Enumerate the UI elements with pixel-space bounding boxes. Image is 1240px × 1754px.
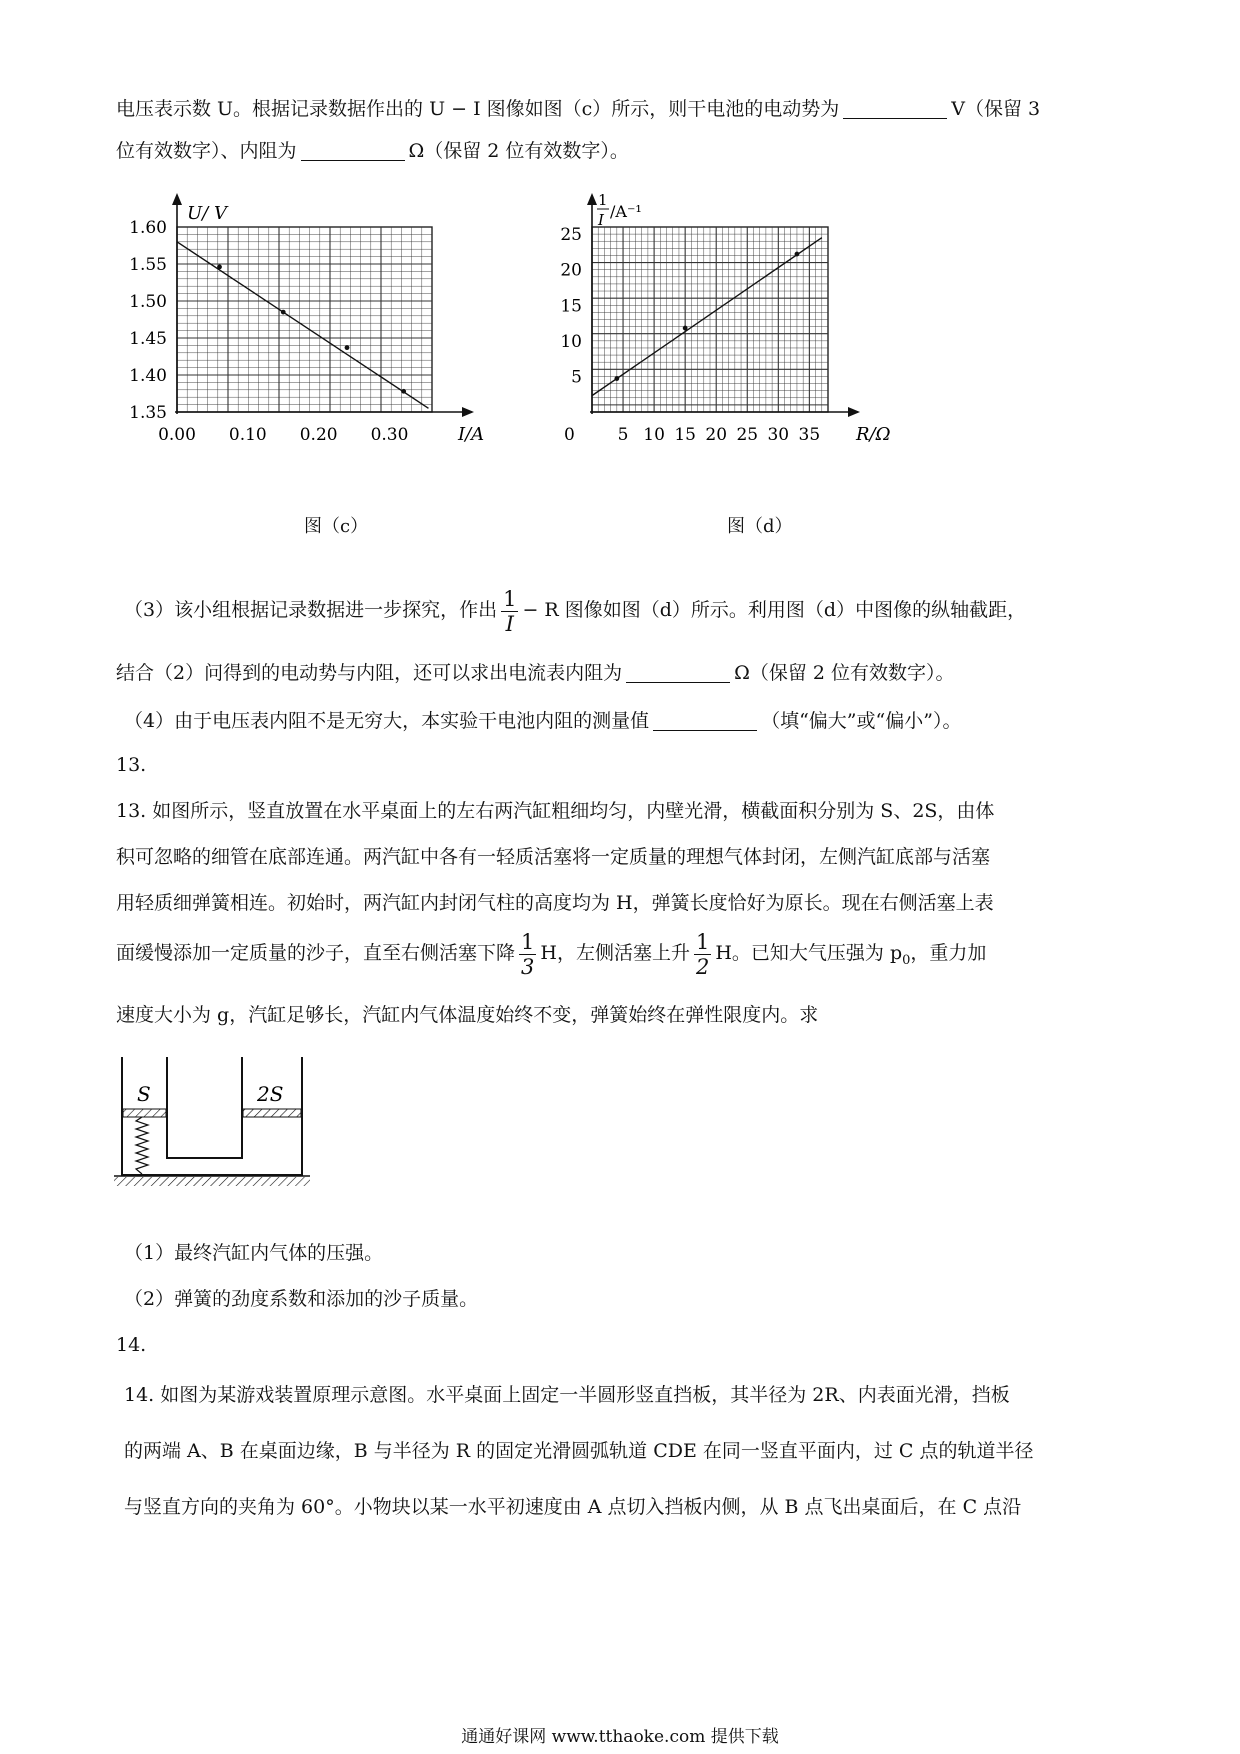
answer-blank-emf[interactable] — [843, 98, 947, 119]
fit-line — [177, 242, 428, 408]
q4-line: （4）由于电压表内阻不是无穷大，本实验干电池内阻的测量值 （填“偏大”或“偏小”）。 — [124, 710, 962, 732]
y-tick-label: 1.45 — [129, 329, 167, 349]
q13-number: 13. — [116, 754, 147, 776]
chart-d — [540, 185, 940, 485]
q14-line-1: 14. 如图为某游戏装置原理示意图。水平桌面上固定一半圆形竖直挡板，其半径为 2R、内表面光滑，挡板 — [124, 1384, 1010, 1406]
y-axis-label-numerator: 1 — [598, 191, 608, 209]
x-tick-label: 25 — [736, 425, 759, 445]
x-axis-arrow — [848, 407, 860, 417]
page-footer: 通通好课网 www.tthaoke.com 提供下载 — [461, 1727, 779, 1747]
y-tick-label: 10 — [560, 331, 582, 352]
y-tick-label: 25 — [560, 225, 582, 246]
x-tick-label: 0.00 — [158, 425, 196, 445]
data-point — [614, 376, 619, 381]
x-tick-label: 0.20 — [299, 425, 338, 445]
x-tick-label: 35 — [798, 425, 821, 445]
x-axis-label: I/A — [458, 424, 485, 445]
chart-grid-frame — [177, 227, 432, 412]
q14-line-2: 的两端 A、B 在桌面边缘，B 与半径为 R 的固定光滑圆弧轨道 CDE 在同一竖直平面内，过 C 点的轨道半径 — [124, 1440, 1034, 1462]
x-tick-label: 15 — [674, 425, 696, 445]
x-tick-label: 30 — [767, 425, 790, 445]
data-point — [345, 345, 350, 350]
fraction-one-third: $\frac{1}{3}$ — [521, 929, 535, 979]
chart-d-caption: 图（d） — [727, 516, 793, 537]
spring — [136, 1117, 148, 1174]
left-piston — [123, 1109, 166, 1117]
y-axis-arrow — [587, 193, 597, 205]
q13-line-1: 13. 如图所示，竖直放置在水平桌面上的左右两汽缸粗细均匀，内壁光滑，横截面积分别为 S、2S，由体 — [116, 800, 995, 822]
cylinder-diagram — [112, 1055, 312, 1215]
data-point — [401, 389, 406, 394]
q14-line-3: 与竖直方向的夹角为 60°。小物块以某一水平初速度由 A 点切入挡板内侧，从 B 点飞出桌面后，在 C 点沿 — [124, 1496, 1022, 1518]
y-tick-label: 1.40 — [129, 366, 167, 386]
answer-blank-internal-resistance[interactable] — [301, 140, 405, 161]
origin-label: 0 — [564, 425, 575, 445]
q13-line-5: 速度大小为 g，汽缸足够长，汽缸内气体温度始终不变，弹簧始终在弹性限度内。求 — [116, 1004, 819, 1026]
y-axis-label: /A⁻¹ — [610, 202, 642, 221]
y-tick-label: 20 — [560, 260, 582, 281]
y-axis-label-denominator: I — [598, 211, 604, 229]
y-axis-label: U/ V — [187, 203, 227, 224]
ground-hatch — [114, 1177, 310, 1186]
intro-line-2: 位有效数字）、内阻为 Ω（保留 2 位有效数字）。 — [116, 140, 629, 162]
x-axis-label: R/Ω — [856, 424, 891, 445]
chart-c — [120, 185, 500, 485]
q13-line-2: 积可忽略的细管在底部连通。两汽缸中各有一轻质活塞将一定质量的理想气体封闭，左侧汽缸底部与活塞 — [116, 846, 991, 868]
x-tick-label: 0.30 — [370, 425, 409, 445]
q14-number: 14. — [116, 1334, 147, 1356]
y-tick-label: 1.60 — [129, 218, 167, 238]
q3-line-2: 结合（2）问得到的电动势与内阻，还可以求出电流表内阻为 Ω（保留 2 位有效数字）。 — [116, 662, 955, 684]
x-tick-label: 10 — [643, 425, 665, 445]
x-tick-label: 0.10 — [228, 425, 267, 445]
y-tick-label: 5 — [571, 367, 582, 388]
data-point — [281, 310, 286, 315]
q13-sub-2: （2）弹簧的劲度系数和添加的沙子质量。 — [124, 1288, 479, 1310]
intro-line-1: 电压表示数 U。根据记录数据作出的 U − I 图像如图（c）所示，则干电池的电动势为 V（保留 3 — [116, 98, 1041, 120]
q13-sub-1: （1）最终汽缸内气体的压强。 — [124, 1242, 384, 1264]
q13-line-3: 用轻质细弹簧相连。初始时，两汽缸内封闭气柱的高度均为 H，弹簧长度恰好为原长。现在右侧活塞上表 — [116, 892, 994, 914]
q13-line-4: 面缓慢添加一定质量的沙子，直至右侧活塞下降 $\frac{1}{3}$ H，左侧活塞上升 $\frac{1}{2}$ H。已知大气压强为 $p_0$，重力加 — [116, 929, 987, 979]
y-tick-label: 1.55 — [129, 255, 167, 275]
data-point — [683, 326, 688, 331]
chart-c-caption: 图（c） — [304, 516, 369, 537]
y-tick-label: 1.35 — [129, 403, 167, 423]
data-point — [217, 265, 222, 270]
data-point — [795, 252, 800, 257]
right-piston — [243, 1109, 301, 1117]
x-axis-arrow — [462, 407, 474, 417]
label-area-2s: 2S — [257, 1082, 284, 1106]
answer-blank-ammeter-resistance[interactable] — [626, 662, 730, 683]
fit-line — [592, 238, 822, 396]
fraction-one-half: $\frac{1}{2}$ — [695, 929, 710, 979]
label-area-s: S — [137, 1082, 151, 1106]
y-axis-arrow — [172, 193, 182, 205]
y-tick-label: 1.50 — [129, 292, 167, 312]
x-tick-label: 20 — [705, 425, 728, 445]
fraction-1-over-i: $\frac{1}{I}$ — [503, 586, 517, 636]
y-tick-label: 15 — [560, 296, 582, 317]
x-tick-label: 5 — [617, 425, 629, 445]
answer-blank-bias[interactable] — [653, 710, 757, 731]
q3-line-1: （3）该小组根据记录数据进一步探究，作出 $\frac{1}{I}$ − R 图像如图（d）所示。利用图（d）中图像的纵轴截距， — [124, 586, 1027, 636]
